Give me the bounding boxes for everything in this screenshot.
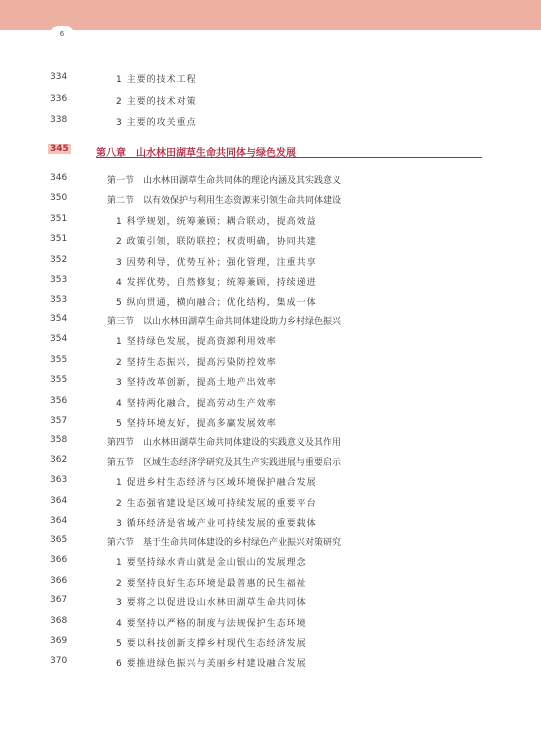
toc-page-number: 353 — [50, 275, 68, 285]
toc-page-number: 351 — [50, 214, 68, 224]
page-number: 6 — [59, 30, 65, 38]
toc-entry-title: 1 促进乡村生态经济与区域环境保护融合发展 — [116, 478, 317, 488]
toc-page-number: 358 — [50, 435, 68, 445]
toc-page-number: 356 — [50, 396, 68, 406]
toc-page-number: 355 — [50, 375, 68, 385]
toc-page-number: 370 — [50, 656, 68, 666]
toc-entry-title: 第六节 基于生命共同体建设的乡村绿色产业振兴对策研究 — [107, 538, 342, 548]
toc-entry-title: 2 要坚持良好生态环境是最普惠的民生福祉 — [116, 579, 307, 589]
toc-section-entry — [0, 535, 541, 549]
toc-subsection-entry — [0, 616, 541, 630]
toc-entry-title: 3 因势利导，优势互补；强化管理，注重共享 — [116, 258, 317, 268]
toc-subsection-entry — [0, 72, 541, 86]
toc-subsection-entry — [0, 214, 541, 228]
toc-entry-title: 1 要坚持绿水青山就是金山银山的发展理念 — [116, 558, 307, 568]
toc-page-number: 352 — [50, 255, 68, 265]
toc-page-number: 363 — [50, 475, 68, 485]
toc-page-number: 334 — [50, 72, 68, 82]
toc-entry-title: 3 循环经济是省域产业可持续发展的重要载体 — [116, 519, 317, 529]
toc-section-entry — [0, 314, 541, 328]
toc-page-number: 368 — [50, 616, 68, 626]
toc-entry-title: 3 主要的攻关重点 — [116, 118, 197, 128]
toc-page-number: 362 — [50, 455, 68, 465]
toc-page-number: 353 — [50, 295, 68, 305]
toc-entry-title: 3 要将之以促进设山水林田湖草生命共同体 — [116, 598, 307, 608]
toc-chapter-entry — [0, 144, 541, 158]
toc-page-number: 357 — [50, 416, 68, 426]
toc-entry-title: 5 纵向贯通，横向融合；优化结构，集成一体 — [116, 298, 317, 308]
toc-page-number: 350 — [50, 193, 68, 203]
toc-entry-title: 4 要坚持以严格的制度与法规保护生态环境 — [116, 619, 307, 629]
toc-subsection-entry — [0, 275, 541, 289]
toc-page-number: 366 — [50, 555, 68, 565]
toc-subsection-entry — [0, 576, 541, 590]
toc-page-number: 354 — [50, 314, 68, 324]
toc-subsection-entry — [0, 375, 541, 389]
toc-section-entry — [0, 193, 541, 207]
toc-entry-title: 5 要以科技创新支撑乡村现代生态经济发展 — [116, 639, 307, 649]
toc-page-number: 345 — [50, 144, 69, 154]
toc-subsection-entry — [0, 475, 541, 489]
toc-page-number: 338 — [50, 115, 68, 125]
toc-page-number: 336 — [50, 94, 68, 104]
toc-subsection-entry — [0, 555, 541, 569]
toc-entry-title: 3 坚持改革创新，提高土地产出效率 — [116, 378, 277, 388]
toc-entry-title: 6 要推进绿色振兴与美丽乡村建设融合发展 — [116, 659, 307, 669]
toc-entry-title: 4 坚持两化融合，提高劳动生产效率 — [116, 399, 277, 409]
toc-entry-title: 2 坚持生态振兴，提高污染防控效率 — [116, 358, 277, 368]
toc-page-number: 367 — [50, 595, 68, 605]
toc-subsection-entry — [0, 115, 541, 129]
toc-page-number: 366 — [50, 576, 68, 586]
toc-entry-title: 2 主要的技术对策 — [116, 97, 197, 107]
toc-subsection-entry — [0, 295, 541, 309]
toc-subsection-entry — [0, 255, 541, 269]
toc-entry-title: 2 生态强省建设是区域可持续发展的重要平台 — [116, 499, 317, 509]
toc-page-number: 355 — [50, 355, 68, 365]
toc-section-entry — [0, 435, 541, 449]
toc-entry-title: 第一节 山水林田湖草生命共同体的理论内涵及其实践意义 — [107, 176, 342, 186]
toc-entry-title: 2 政策引领，联防联控；权责明确，协同共建 — [116, 237, 317, 247]
toc-page-number: 365 — [50, 535, 68, 545]
toc-section-entry — [0, 455, 541, 469]
toc-subsection-entry — [0, 334, 541, 348]
toc-page-number: 369 — [50, 636, 68, 646]
toc-subsection-entry — [0, 355, 541, 369]
toc-entry-title: 1 科学规划，统筹兼顾；耦合联动，提高效益 — [116, 217, 317, 227]
toc-subsection-entry — [0, 396, 541, 410]
toc-page-number: 364 — [50, 516, 68, 526]
toc-subsection-entry — [0, 636, 541, 650]
toc-subsection-entry — [0, 94, 541, 108]
toc-page-number: 346 — [50, 173, 68, 183]
toc-subsection-entry — [0, 656, 541, 670]
toc-entry-title: 第二节 以有效保护与利用生态资源来引领生命共同体建设 — [107, 196, 342, 206]
toc-subsection-entry — [0, 234, 541, 248]
toc-entry-title: 1 坚持绿色发展，提高资源利用效率 — [116, 337, 277, 347]
toc-page-number: 364 — [50, 496, 68, 506]
toc-entry-title: 第八章 山水林田湖草生命共同体与绿色发展 — [96, 148, 296, 159]
toc-subsection-entry — [0, 595, 541, 609]
toc-entry-title: 第四节 山水林田湖草生命共同体建设的实践意义及其作用 — [107, 438, 342, 448]
toc-section-entry — [0, 173, 541, 187]
toc-entry-title: 4 发挥优势，自然修复；统筹兼顾，持续递进 — [116, 278, 317, 288]
toc-entry-title: 1 主要的技术工程 — [116, 75, 197, 85]
toc-subsection-entry — [0, 516, 541, 530]
toc-subsection-entry — [0, 496, 541, 510]
toc-subsection-entry — [0, 416, 541, 430]
header-bar — [0, 0, 541, 30]
toc-page-number: 351 — [50, 234, 68, 244]
toc-entry-title: 第五节 区域生态经济学研究及其生产实践进展与重要启示 — [107, 458, 342, 468]
toc-entry-title: 5 坚持环境友好，提高多赢发展效率 — [116, 419, 277, 429]
toc-page-number: 354 — [50, 334, 68, 344]
toc-entry-title: 第三节 以山水林田湖草生命共同体建设助力乡村绿色振兴 — [107, 317, 342, 327]
